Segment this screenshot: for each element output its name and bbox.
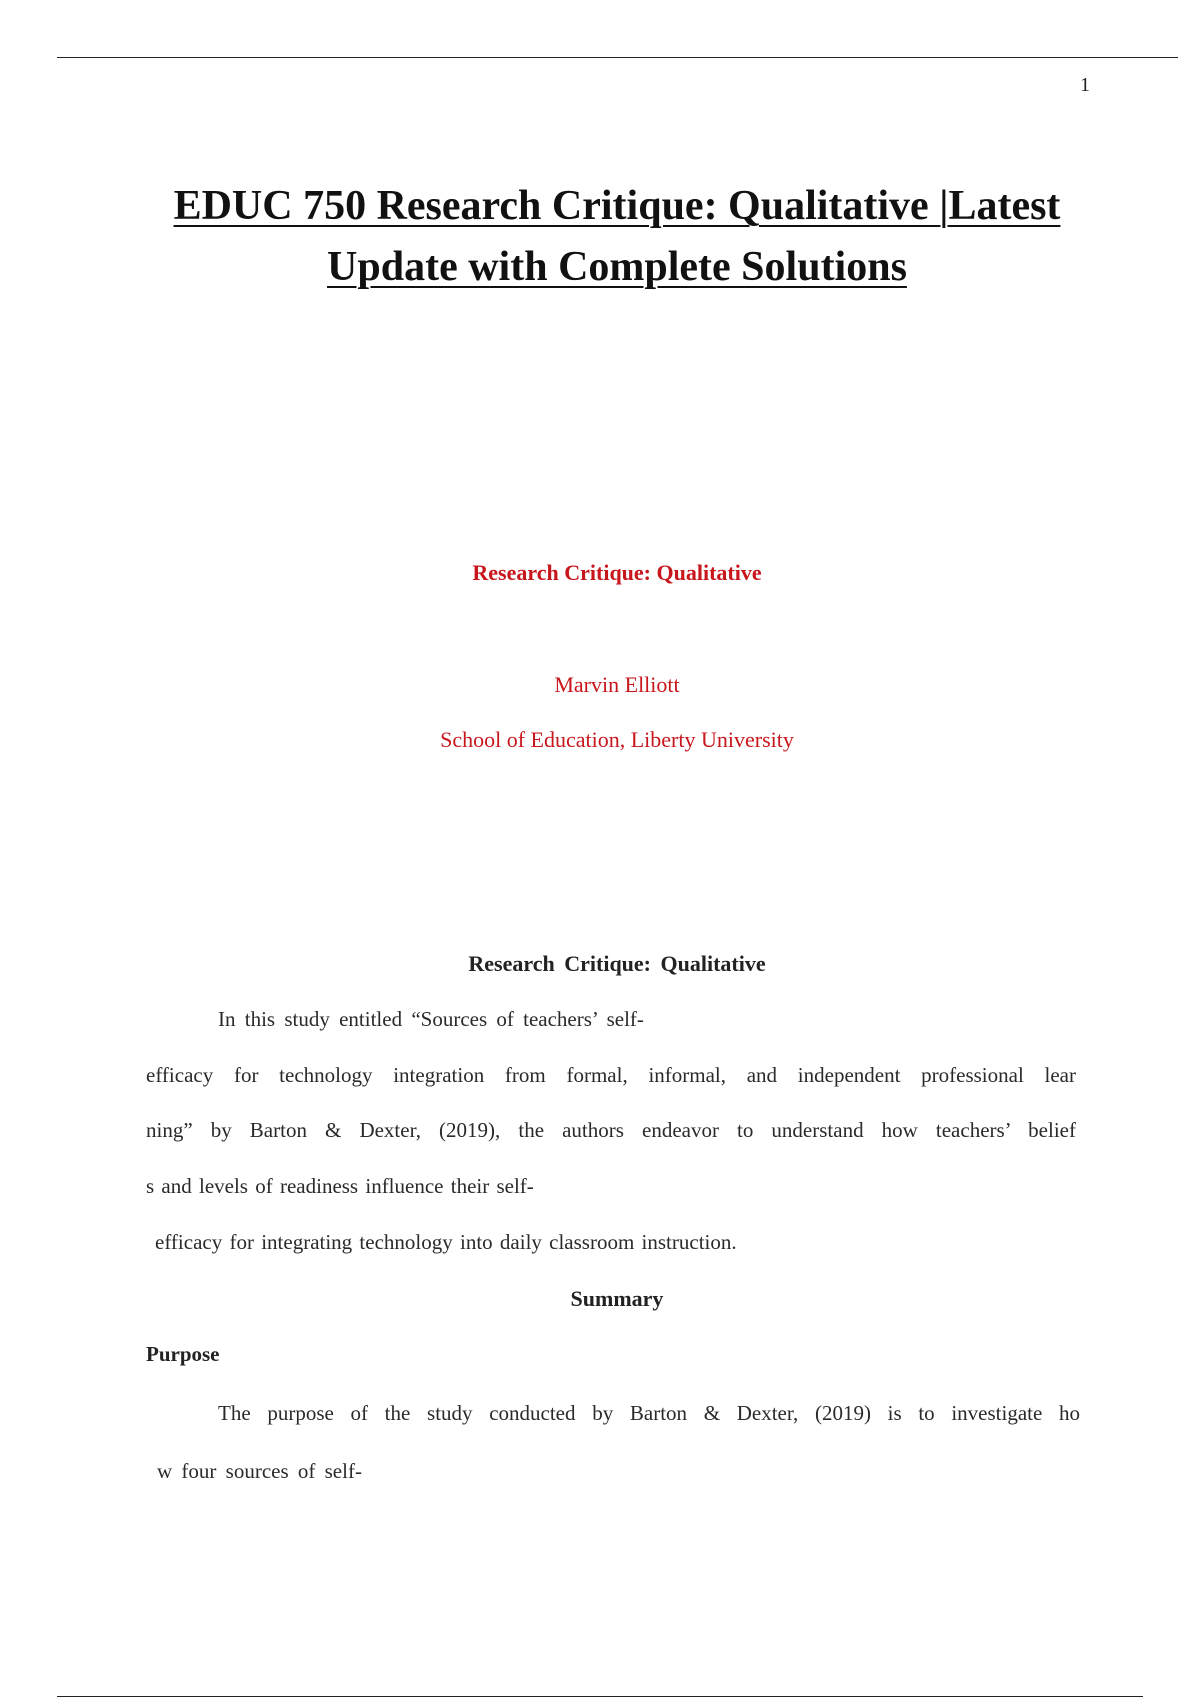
page-number: 1: [1080, 74, 1090, 96]
cover-affiliation: School of Education, Liberty University: [440, 727, 794, 752]
cover-author: Marvin Elliott: [554, 672, 680, 697]
header-rule: [57, 57, 1178, 58]
purpose-line: w four sources of self-: [157, 1459, 362, 1483]
summary-heading: Summary: [570, 1286, 664, 1311]
intro-line: ning” by Barton & Dexter, (2019), the authors endeavor to understand how teachers’ belief: [146, 1118, 1076, 1142]
document-title: [60, 176, 1174, 298]
intro-line: efficacy for technology integration from formal, informal, and independent professional lear: [146, 1063, 1076, 1087]
body-heading: Research Critique: Qualitative: [468, 951, 766, 976]
intro-line: s and levels of readiness influence their self-: [146, 1174, 534, 1198]
cover-paper-title: Research Critique: Qualitative: [472, 560, 762, 585]
purpose-line: The purpose of the study conducted by Barton & Dexter, (2019) is to investigate ho: [218, 1401, 1080, 1425]
intro-line: In this study entitled “Sources of teachers’ self-: [218, 1007, 644, 1031]
document-title-line-1: EDUC 750 Research Critique: Qualitative |Latest: [173, 183, 1061, 229]
footer-rule: [57, 1696, 1143, 1697]
purpose-heading: Purpose: [146, 1342, 220, 1366]
intro-line: efficacy for integrating technology into daily classroom instruction.: [155, 1230, 737, 1254]
document-title-line-2: Update with Complete Solutions: [327, 244, 907, 290]
